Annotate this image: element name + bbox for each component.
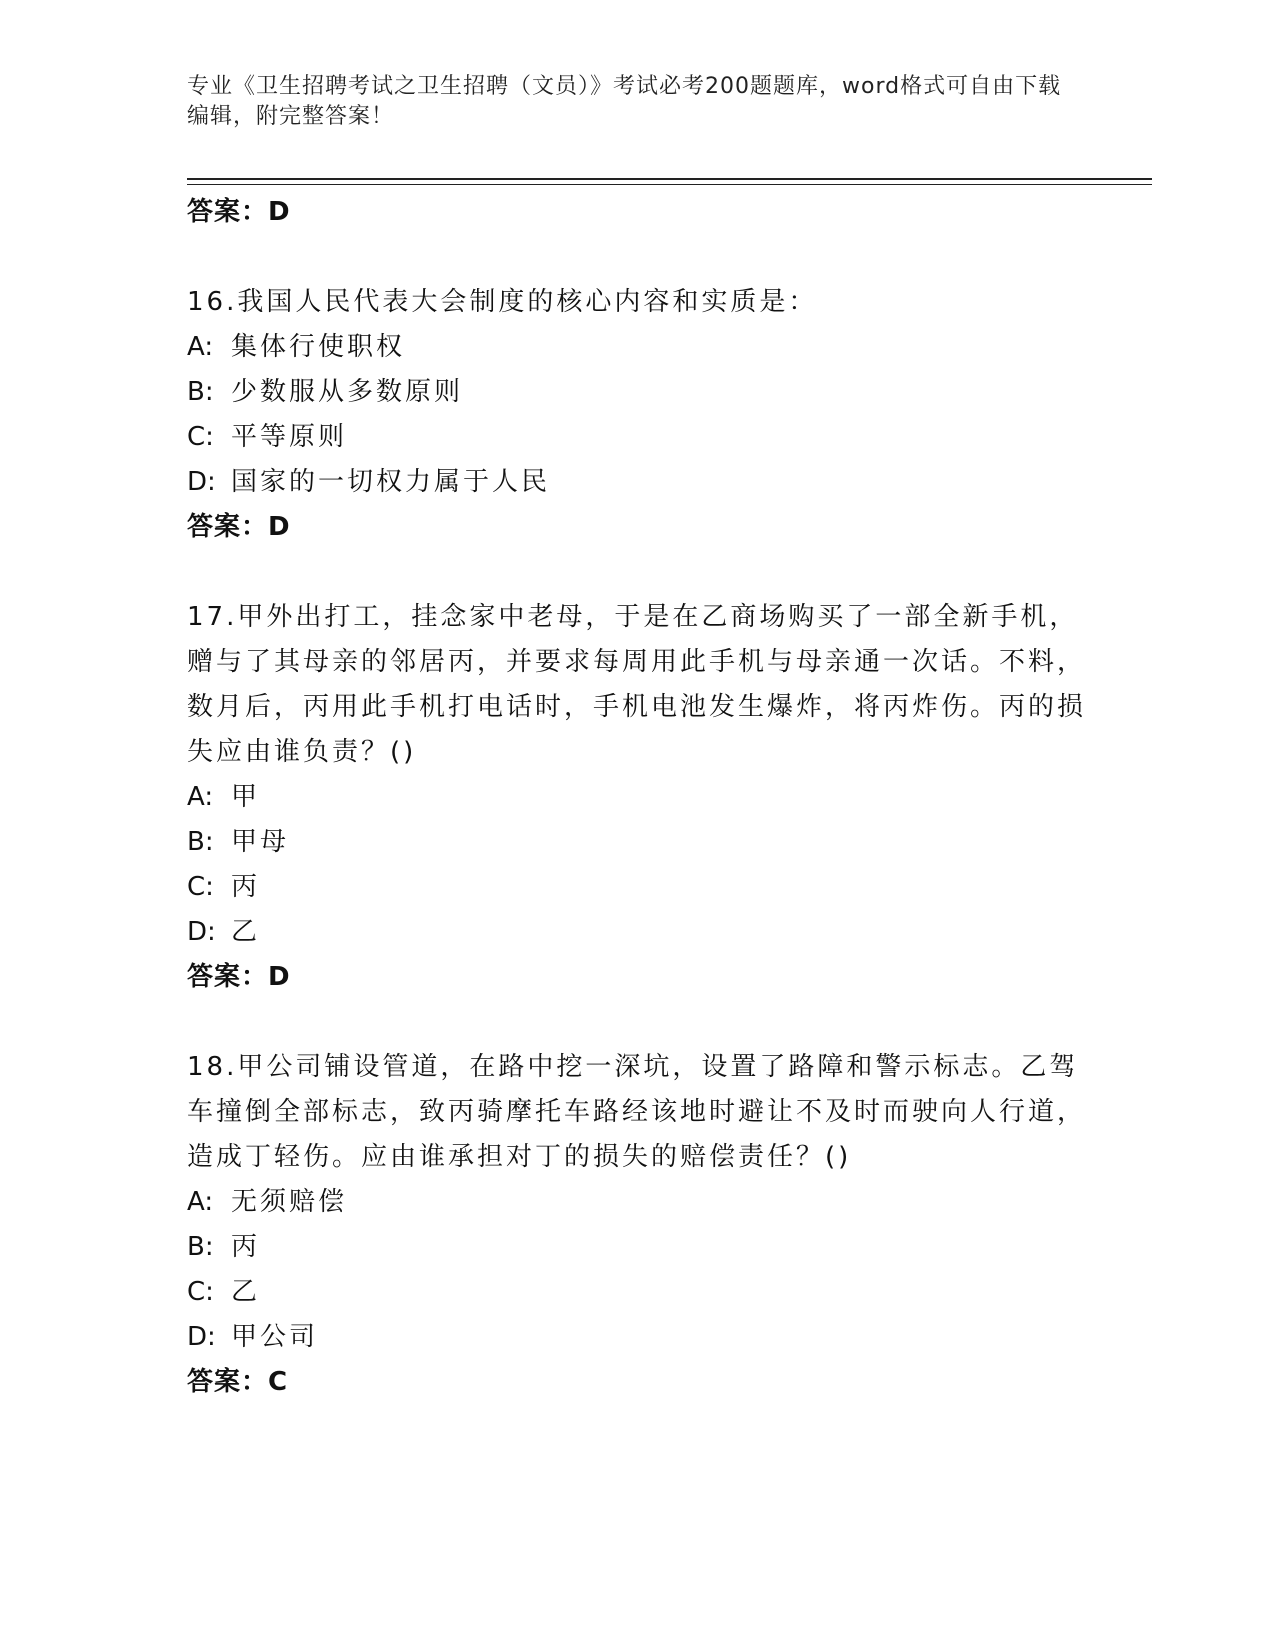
option-text: 平等原则 (231, 422, 348, 452)
previous-answer: 答案：D (187, 197, 291, 227)
option-key: C: (187, 872, 214, 902)
option-d (187, 1315, 1087, 1360)
question-18 (187, 1045, 1087, 1405)
header-divider-thick (187, 178, 1152, 180)
option-key: B: (187, 827, 214, 857)
option-key: C: (187, 422, 214, 452)
option-d (187, 910, 1087, 955)
question-list (187, 190, 1087, 1405)
option-text: 集体行使职权 (231, 332, 406, 362)
option-key: A: (187, 332, 214, 362)
option-text: 甲 (231, 782, 261, 812)
option-a (187, 325, 1087, 370)
option-text: 乙 (231, 917, 261, 947)
option-key: B: (187, 1232, 214, 1262)
option-key: D: (187, 917, 216, 947)
option-key: C: (187, 1277, 214, 1307)
question-text: 16.我国人民代表大会制度的核心内容和实质是： (187, 287, 818, 317)
question-text: 17.甲外出打工，挂念家中老母，于是在乙商场购买了一部全新手机，赠与了其母亲的邻居丙，并要求每周用此手机与母亲通一次话。不料，数月后，丙用此手机打电话时，手机电池发生爆炸，将丙炸伤。丙的损失应由谁负责？() (187, 602, 1087, 767)
option-key: B: (187, 377, 214, 407)
option-key: D: (187, 1322, 216, 1352)
answer-line: 答案：D (187, 962, 291, 992)
header-divider-thin (187, 184, 1152, 185)
option-text: 甲母 (231, 827, 290, 857)
option-b (187, 820, 1087, 865)
question-16 (187, 280, 1087, 550)
option-c (187, 1270, 1087, 1315)
option-a (187, 775, 1087, 820)
option-text: 少数服从多数原则 (231, 377, 464, 407)
option-d (187, 460, 1087, 505)
option-text: 甲公司 (231, 1322, 319, 1352)
answer-line: 答案：D (187, 512, 291, 542)
option-text: 丙 (231, 872, 261, 902)
option-b (187, 1225, 1087, 1270)
option-key: A: (187, 782, 214, 812)
answer-line: 答案：C (187, 1367, 289, 1397)
option-key: A: (187, 1187, 214, 1217)
question-17 (187, 595, 1087, 1000)
option-key: D: (187, 467, 216, 497)
document-header: 专业《卫生招聘考试之卫生招聘（文员）》考试必考200题题库，word格式可自由下载编辑，附完整答案！ (187, 74, 1062, 129)
question-text: 18.甲公司铺设管道，在路中挖一深坑，设置了路障和警示标志。乙驾车撞倒全部标志，致丙骑摩托车路经该地时避让不及时而驶向人行道，造成丁轻伤。应由谁承担对丁的损失的赔偿责任？() (187, 1052, 1087, 1172)
option-a (187, 1180, 1087, 1225)
option-c (187, 415, 1087, 460)
option-text: 无须赔偿 (231, 1187, 348, 1217)
option-text: 乙 (231, 1277, 261, 1307)
option-text: 丙 (231, 1232, 261, 1262)
option-b (187, 370, 1087, 415)
option-text: 国家的一切权力属于人民 (231, 467, 551, 497)
option-c (187, 865, 1087, 910)
